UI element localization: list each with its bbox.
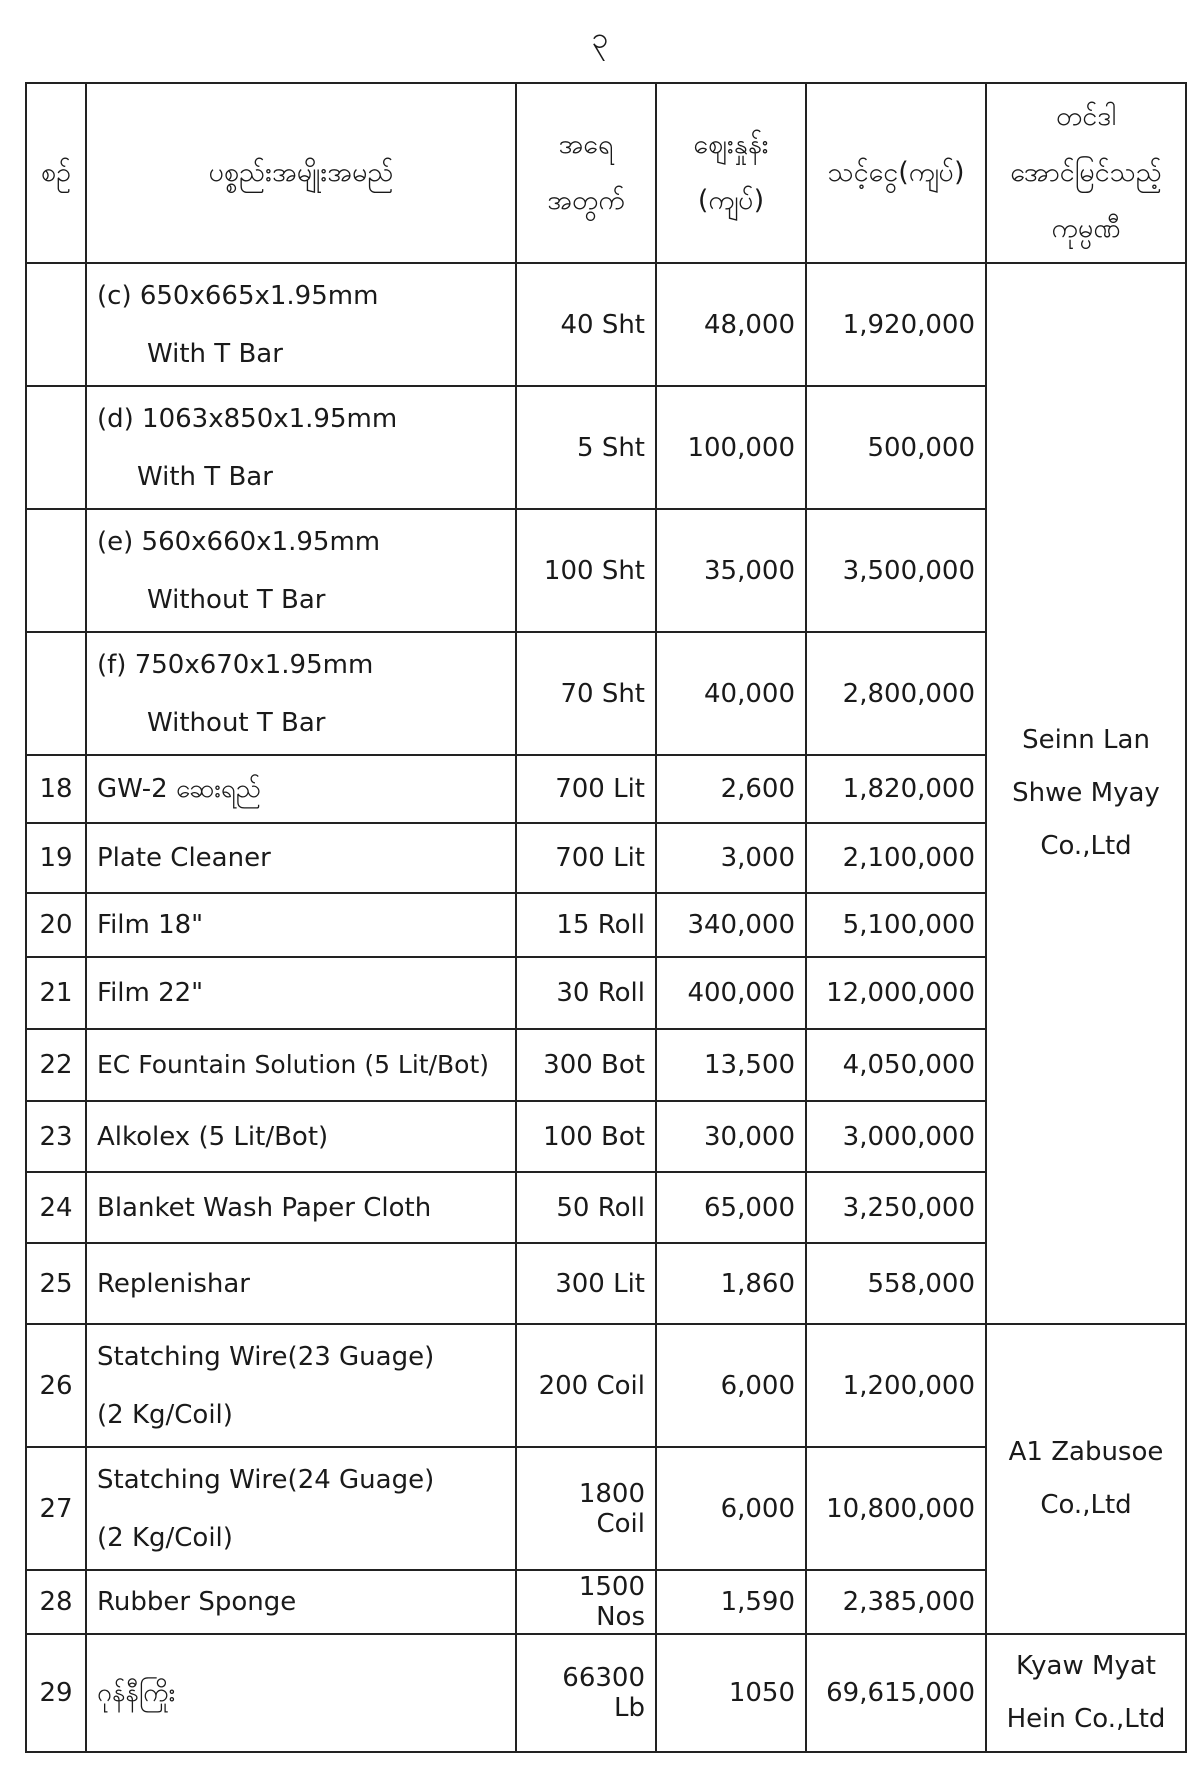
unit-price: 6,000 (656, 1447, 806, 1570)
row-number: 19 (26, 823, 86, 893)
quantity: 700 Lit (516, 755, 656, 823)
item-name: Film 18" (86, 893, 516, 957)
company-kyaw-myat-hein: Kyaw Myat Hein Co.,Ltd (986, 1634, 1186, 1752)
quantity: 50 Roll (516, 1172, 656, 1243)
row-number: 18 (26, 755, 86, 823)
row-number: 28 (26, 1570, 86, 1634)
table-row (26, 263, 1186, 386)
unit-price: 1,590 (656, 1570, 806, 1634)
row-number: 21 (26, 957, 86, 1029)
amount: 2,100,000 (806, 823, 986, 893)
unit-price: 2,600 (656, 755, 806, 823)
quantity: 100 Sht (516, 509, 656, 632)
unit-price: 3,000 (656, 823, 806, 893)
quantity: 700 Lit (516, 823, 656, 893)
item-name: Blanket Wash Paper Cloth (86, 1172, 516, 1243)
amount: 2,800,000 (806, 632, 986, 755)
amount: 500,000 (806, 386, 986, 509)
quantity: 30 Roll (516, 957, 656, 1029)
unit-price: 6,000 (656, 1324, 806, 1447)
unit-price: 340,000 (656, 893, 806, 957)
unit-price: 1050 (656, 1634, 806, 1752)
quantity: 100 Bot (516, 1101, 656, 1172)
row-number: 24 (26, 1172, 86, 1243)
company-a1-zabusoe: A1 Zabusoe Co.,Ltd (986, 1324, 1186, 1634)
page-number: ၃ (591, 21, 609, 56)
item-name: ဂုန်နီကြိုး (86, 1634, 516, 1752)
quantity: 200 Coil (516, 1324, 656, 1447)
amount: 3,000,000 (806, 1101, 986, 1172)
header-amount: သင့်ငွေ(ကျပ်) (806, 83, 986, 263)
header-row (26, 83, 1186, 263)
item-name: Rubber Sponge (86, 1570, 516, 1634)
row-number (26, 509, 86, 632)
quantity: 1800 Coil (516, 1447, 656, 1570)
row-number (26, 632, 86, 755)
item-name: EC Fountain Solution (5 Lit/Bot) (86, 1029, 516, 1101)
row-number: 26 (26, 1324, 86, 1447)
row-number: 22 (26, 1029, 86, 1101)
item-name: (e) 560x660x1.95mm Without T Bar (86, 509, 516, 632)
unit-price: 65,000 (656, 1172, 806, 1243)
amount: 1,920,000 (806, 263, 986, 386)
amount: 558,000 (806, 1243, 986, 1324)
item-name: Film 22" (86, 957, 516, 1029)
header-company: တင်ဒါ အောင်မြင်သည့် ကုမ္ပဏီ (986, 83, 1186, 263)
unit-price: 400,000 (656, 957, 806, 1029)
unit-price: 100,000 (656, 386, 806, 509)
row-number: 23 (26, 1101, 86, 1172)
item-name: GW-2 ဆေးရည် (86, 755, 516, 823)
amount: 5,100,000 (806, 893, 986, 957)
amount: 2,385,000 (806, 1570, 986, 1634)
item-name: Alkolex (5 Lit/Bot) (86, 1101, 516, 1172)
header-quantity: အရေ အတွက် (516, 83, 656, 263)
item-name: Statching Wire(23 Guage) (2 Kg/Coil) (86, 1324, 516, 1447)
quantity: 300 Lit (516, 1243, 656, 1324)
quantity: 5 Sht (516, 386, 656, 509)
amount: 4,050,000 (806, 1029, 986, 1101)
row-number: 25 (26, 1243, 86, 1324)
table-row (26, 1324, 1186, 1447)
header-unit-price: ဈေးနှုန်း (ကျပ်) (656, 83, 806, 263)
quantity: 15 Roll (516, 893, 656, 957)
table-row (26, 1634, 1186, 1752)
quantity: 66300 Lb (516, 1634, 656, 1752)
unit-price: 13,500 (656, 1029, 806, 1101)
unit-price: 30,000 (656, 1101, 806, 1172)
row-number: 27 (26, 1447, 86, 1570)
row-number: 29 (26, 1634, 86, 1752)
item-name: (f) 750x670x1.95mm Without T Bar (86, 632, 516, 755)
item-name: Plate Cleaner (86, 823, 516, 893)
amount: 1,200,000 (806, 1324, 986, 1447)
tender-award-table (25, 82, 1187, 1753)
amount: 3,500,000 (806, 509, 986, 632)
amount: 3,250,000 (806, 1172, 986, 1243)
header-no: စဉ် (26, 83, 86, 263)
quantity: 300 Bot (516, 1029, 656, 1101)
unit-price: 40,000 (656, 632, 806, 755)
header-item: ပစ္စည်းအမျိုးအမည် (86, 83, 516, 263)
amount: 10,800,000 (806, 1447, 986, 1570)
item-name: Statching Wire(24 Guage) (2 Kg/Coil) (86, 1447, 516, 1570)
row-number (26, 386, 86, 509)
company-seinn-lan: Seinn Lan Shwe Myay Co.,Ltd (986, 263, 1186, 1324)
item-name: (c) 650x665x1.95mm With T Bar (86, 263, 516, 386)
unit-price: 1,860 (656, 1243, 806, 1324)
amount: 1,820,000 (806, 755, 986, 823)
row-number: 20 (26, 893, 86, 957)
quantity: 1500 Nos (516, 1570, 656, 1634)
amount: 69,615,000 (806, 1634, 986, 1752)
item-name: (d) 1063x850x1.95mm With T Bar (86, 386, 516, 509)
quantity: 70 Sht (516, 632, 656, 755)
row-number (26, 263, 86, 386)
amount: 12,000,000 (806, 957, 986, 1029)
item-name: Replenishar (86, 1243, 516, 1324)
unit-price: 48,000 (656, 263, 806, 386)
unit-price: 35,000 (656, 509, 806, 632)
quantity: 40 Sht (516, 263, 656, 386)
